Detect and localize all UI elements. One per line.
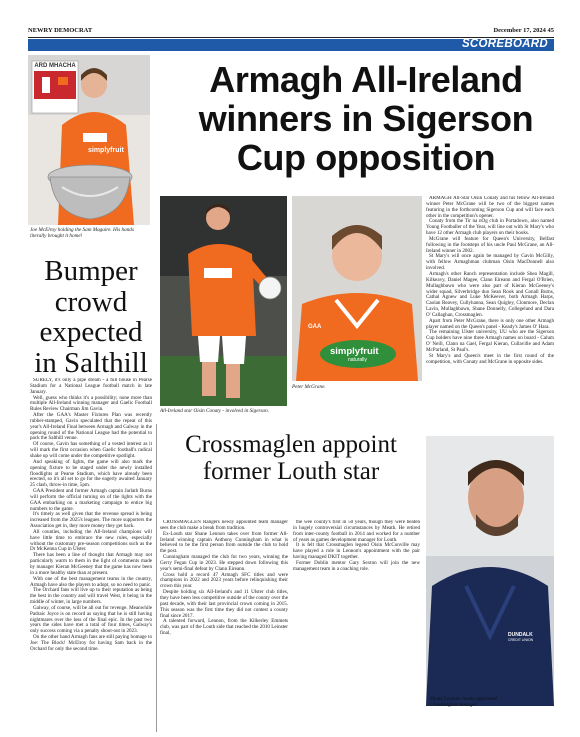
main-paragraph: St Mary's will once again be managed by Gavin McGilly, with fellow Armaghman clubman Oisin MacDonnell also involved. <box>426 253 554 272</box>
salthill-paragraph: GAA President and former Armagh captain Jarlath Burns will perform the official turning on of the lights with the GAA embarking on a marketing campaign to entice big numbers to the game. <box>30 488 152 512</box>
salthill-paragraph: With one of the best management teams in the country, Armagh have also the players to adopt, so no need to panic. <box>30 575 152 588</box>
main-story-body <box>426 196 554 421</box>
paper-name: NEWRY DEMOCRAT <box>28 27 93 34</box>
mcgrane-sponsor-text: simplyfruit <box>330 346 379 357</box>
date-page: December 17, 2024 45 <box>493 27 554 34</box>
cross-paragraph: the wee county's first in 50 years, though they were beaten in hugely controversial circumstances by Meath. He retired from inter-county football in 2014 and worked for a number of years as games development manager for Louth. <box>293 520 420 543</box>
cross-paragraph: It is felt that Crossmaglen legend Oisin McConville may have played a role in Lennon's appointment with the pair having managed DKIT together. <box>293 542 420 561</box>
salthill-story-body <box>30 378 152 733</box>
cross-paragraph: CROSSMAGLEN Rangers newly appointed team manager sees the club make a break from tradition. <box>160 520 288 531</box>
cross-paragraph: Despite holding six All-Ireland's and 11 Ulster club titles, they have been less competitive outside of the county over the past decade, with their last provincial crown coming in 2015. This season was the first time they did not contest a county final since 2017. <box>160 589 288 619</box>
conaty-caption: All-Ireland star Oisin Conaty - involved in Sigerson. <box>160 408 270 414</box>
salthill-paragraph: Galway, of course, will be all out for revenge. Meanwhile Padraic Joyce is on record as saying that he is still having nightmares over the loss of the final epic. In the past two years the sides have met a total of four times, Galway's only success coming via a penalty shoot-out in 2023. <box>30 604 152 635</box>
main-paragraph: Apart from Peter McGrane, there is only one other Armagh player named on the Queen's panel - Keady's James O' Hara. <box>426 317 554 330</box>
main-paragraph: Armagh's other Ranch representation include Shea Magill, Kilkeavy, Daniel Magee, Clann Eireann and Fergal O'Brien, Mullaghbawn who were also part of Kieran McGeeney's wider squad, Silverbridge duo Sean Rook and Conall Burns, Cathal Agnew and Luke McKeever, both Armagh Harps, Caolan Reavey, Cullyhanna, Sean Quigley, Clonmore, Declan Lavin, Mullaghbawn, Shane Donnelly, Collegeland and Dara O' Callaghan, Crossmaglen. <box>426 270 554 318</box>
cross-paragraph: Cunningham managed the club for two years, winning the Gerry Fegan Cup in 2023. He stepped down following this year's semi-final defeat by Clann Eireann. <box>160 554 288 572</box>
mcgrane-sponsor-tag: naturally <box>348 357 367 363</box>
mcelroy-photo <box>28 55 150 225</box>
cross-paragraph: A talented forward, Lennon, from the Kilkerley Emmets club, was part of the Louth side that reached the 2010 Leinster final, <box>160 618 288 637</box>
crossmaglen-col-2 <box>293 520 420 680</box>
section-brand: SCOREBOARD <box>461 38 548 50</box>
salthill-paragraph: The Orchard fans will live up to their reputation as being the best in the country and will travel West, it being in the middle of winter, in large numbers. <box>30 587 152 606</box>
main-paragraph: ARMAGH All-Star Oisin Conaty and his fellow All-Ireland winner Peter McGrane will be two of the biggest names featuring in the forthcoming Sigerson Cup and will face each other in the competition's opener. <box>426 196 554 219</box>
cross-paragraph: Former Dublin mentor Gary Sexton will join the new management team in a coaching role. <box>293 559 420 572</box>
salthill-paragraph: It's timely as well given that the revenue spread is being increased from the 2025's leagues. The more supporters the Association get in, they more money they get back. <box>30 511 152 530</box>
sponsor-logo-text: simplyfruit <box>88 147 124 154</box>
dundalk-crest-subtext: CREDIT UNION <box>508 638 534 642</box>
salthill-paragraph: There has been a line of thought that Armagh may not particularly warm to them in the light of comments made by manager Kieran McGeeney that the game has now been in a more healthy state than at present. <box>30 552 152 576</box>
conaty-photo <box>160 196 287 406</box>
section-banner <box>28 39 554 51</box>
mcgrane-caption: Peter McGrane. <box>292 384 326 390</box>
salthill-paragraph: After the GAA's Master Fixtures Plan was recently rubber-stamped, Gavin speculated that the repeat of this year's All-Ireland Final between Armagh and Galway in the opening round of the National League had the potential to pack the Salthill venue. <box>30 412 152 442</box>
salthill-paragraph: SURELY, it's only a pipe dream - a full house in Pearse Stadium for a National League football match in late January. <box>30 378 152 395</box>
armagh-crest-text: ARD MHACHA <box>34 63 76 69</box>
lennon-caption: Shane Lennon- newly appointed Crossmaglen manager. <box>430 696 497 708</box>
salthill-paragraph: Well, guess who thinks it's a possibility; none more than multiple All-Ireland winning manager and Gaelic Football Rules Review Chairman Jim Gavin. <box>30 394 152 413</box>
crossmaglen-headline: Crossmaglen appoint former Louth star <box>185 431 397 485</box>
salthill-paragraph: On the other hand Armagh fans are still paying homage to Joe: The Block! McElroy for having Sam back in the Orchard for only the second time. <box>30 634 152 652</box>
salthill-paragraph: And speaking of lights, the game will also mark the opening fixture to be staged under the newly installed floodlights at Pearse Stadium, which have already been erected, so it's all set to go for the eagerly awaited January 25 clash, throw-in time, 5pm. <box>30 458 152 489</box>
gaa-logo-text: GAA <box>308 324 322 330</box>
dundalk-crest-text: DUNDALK <box>508 632 533 638</box>
main-headline: Armagh All-Ireland winners in Sigerson Cup opposition <box>198 59 534 178</box>
lennon-photo <box>426 436 554 706</box>
salthill-paragraph: Of course, Gavin has something of a vested interest as it will mark the first occasion when Gaelic football's radical shake up will come under the competitive spotlight. <box>30 441 152 459</box>
mcelroy-caption: Joe McElroy holding the Sam Maguire. His hands literally brought it home! <box>30 227 134 239</box>
main-paragraph: St Mary's and Queen's meet in the first round of the competition, with Conaty and McGrane in opposite sides. <box>426 352 554 365</box>
main-paragraph: McGrane will feature for Queen's University, Belfast following in the footsteps of his uncle Paul McGrane, an All-Ireland winner in 2002. <box>426 235 554 254</box>
cross-paragraph: Ex-Louth star Shane Lennon takes over from former All-Ireland winning captain Anthony Cunningham in what is believed to be the first person from outside the club to hold the post. <box>160 530 288 555</box>
salthill-paragraph: All counties, including the All-Ireland champions will have little time to embrace the new rules, especially without the customary pre-season competitions such as the Dr McKenna Cup in Ulster. <box>30 528 152 553</box>
salthill-headline: Bumper crowd expected in Salthill <box>34 255 148 379</box>
main-paragraph: The remaining Ulster university, UU who are the Sigerson Cup holders have nine three Armagh names on board - Calum O' Neill, Clann na Gael, Fergal Kieran, Cullaville and Adam McParland, St Paul's. <box>426 329 554 353</box>
crossmaglen-col-1 <box>160 520 288 732</box>
cross-paragraph: Cross hold a record 47 Armagh SFC titles and were champions in 2022 and 2023 years before relinquishing their crown this year. <box>160 571 288 590</box>
column-divider <box>156 424 157 732</box>
mcgrane-photo <box>292 196 422 381</box>
masthead <box>28 24 554 38</box>
main-paragraph: Conaty from the Tir na nOg club in Portadown, also named Young Footballer of the Year, will line out with St Mary's who have 12 other Armagh club players on their books. <box>426 218 554 237</box>
